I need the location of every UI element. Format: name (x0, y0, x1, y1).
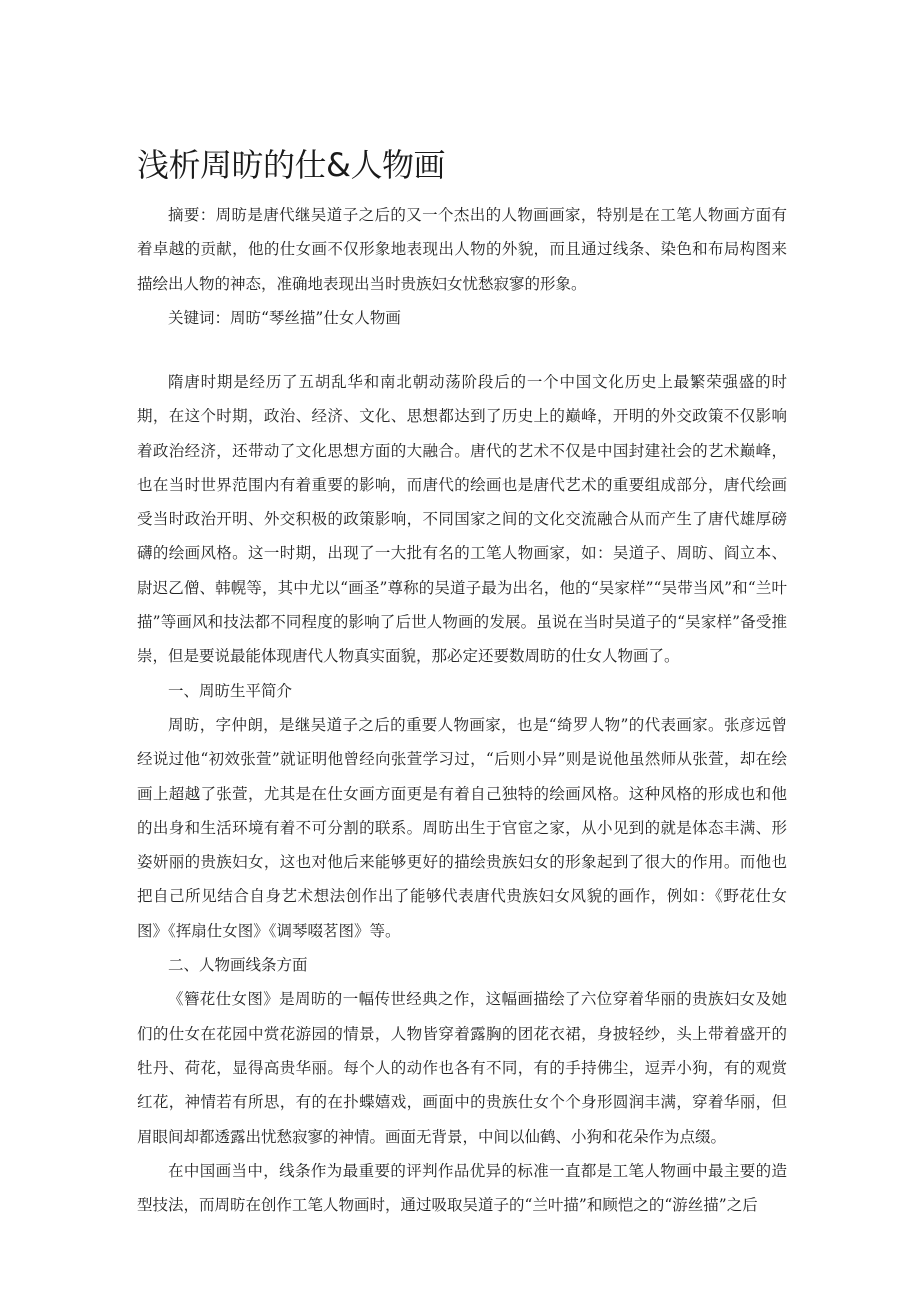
document-title: 浅析周昉的仕&人物画 (137, 146, 445, 184)
painting-description-paragraph: 《簪花仕女图》是周昉的一幅传世经典之作，这幅画描绘了六位穿着华丽的贵族妇女及她们的仕女在花园中赏花游园的情景，人物皆穿着露胸的团花衣裙，身披轻纱，头上带着盛开的牡丹、荷花，显得高贵华丽。每个人的动作也各有不同，有的手持佛尘，逗弄小狗，有的观赏红花，神情若有所思，有的在扑蝶嬉戏，画面中的贵族仕女个个身形圆润丰满，穿着华丽，但眉眼间却都透露出忧愁寂寥的神情。画面无背景，中间以仙鹤、小狗和花朵作为点缀。 (137, 990, 787, 1146)
biography-paragraph: 周昉，字仲朗，是继吴道子之后的重要人物画家，也是“绮罗人物”的代表画家。张彦远曾经说过他“初效张萱”就证明他曾经向张萱学习过，“后则小异”则是说他虽然师从张萱，却在绘画上超越了张萱，尤其是在仕女画方面更是有着自己独特的绘画风格。这种风格的形成也和他的出身和生活环境有着不可分割的联系。周昉出生于官宦之家，从小见到的就是体态丰满、形姿妍丽的贵族妇女，这也对他后来能够更好的描绘贵族妇女的形象起到了很大的作用。而他也把自己所见结合自身艺术想法创作出了能够代表唐代贵族妇女风貌的画作，例如：《野花仕女图》《挥扇仕女图》《调琴啜茗图》等。 (137, 715, 787, 940)
intro-paragraph: 隋唐时期是经历了五胡乱华和南北朝动荡阶段后的一个中国文化历史上最繁荣强盛的时期，在这个时期，政治、经济、文化、思想都达到了历史上的巅峰，开明的外交政策不仅影响着政治经济，还带动了文化思想方面的大融合。唐代的艺术不仅是中国封建社会的艺术巅峰，也在当时世界范围内有着重要的影响，而唐代的绘画也是唐代艺术的重要组成部分，唐代绘画受当时政治开明、外交积极的政策影响，不同国家之间的文化交流融合从而产生了唐代雄厚磅礴的绘画风格。这一时期，出现了一大批有名的工笔人物画家，如：吴道子、周昉、阎立本、尉迟乙僧、韩幌等，其中尤以“画圣”尊称的吴道子最为出名，他的“吴家样”“吴带当风”和“兰叶描”等画风和技法都不同程度的影响了后世人物画的发展。虽说在当时吴道子的“吴家样”备受推崇，但是要说最能体现唐代人物真实面貌，那必定还要数周昉的仕女人物画了。 (137, 373, 787, 666)
line-technique-paragraph: 在中国画当中，线条作为最重要的评判作品优异的标准一直都是工笔人物画中最主要的造型技法，而周昉在创作工笔人物画时，通过吸取吴道子的“兰叶描”和顾恺之的“游丝描”之后 (137, 1161, 787, 1215)
section-heading-lines: 二、人物画线条方面 (168, 956, 308, 975)
abstract-paragraph: 摘要：周昉是唐代继吴道子之后的又一个杰出的人物画画家，特别是在工笔人物画方面有着卓越的贡献，他的仕女画不仅形象地表现出人物的外貌，而且通过线条、染色和布局构图来描绘出人物的神态，准确地表现出当时贵族妇女忧愁寂寥的形象。 (137, 206, 787, 293)
abstract-block (137, 198, 787, 335)
section-heading-biography: 一、周昉生平简介 (168, 681, 293, 700)
body-block (137, 365, 787, 1222)
keywords-line: 关键词：周昉“琴丝描”仕女人物画 (168, 308, 401, 327)
